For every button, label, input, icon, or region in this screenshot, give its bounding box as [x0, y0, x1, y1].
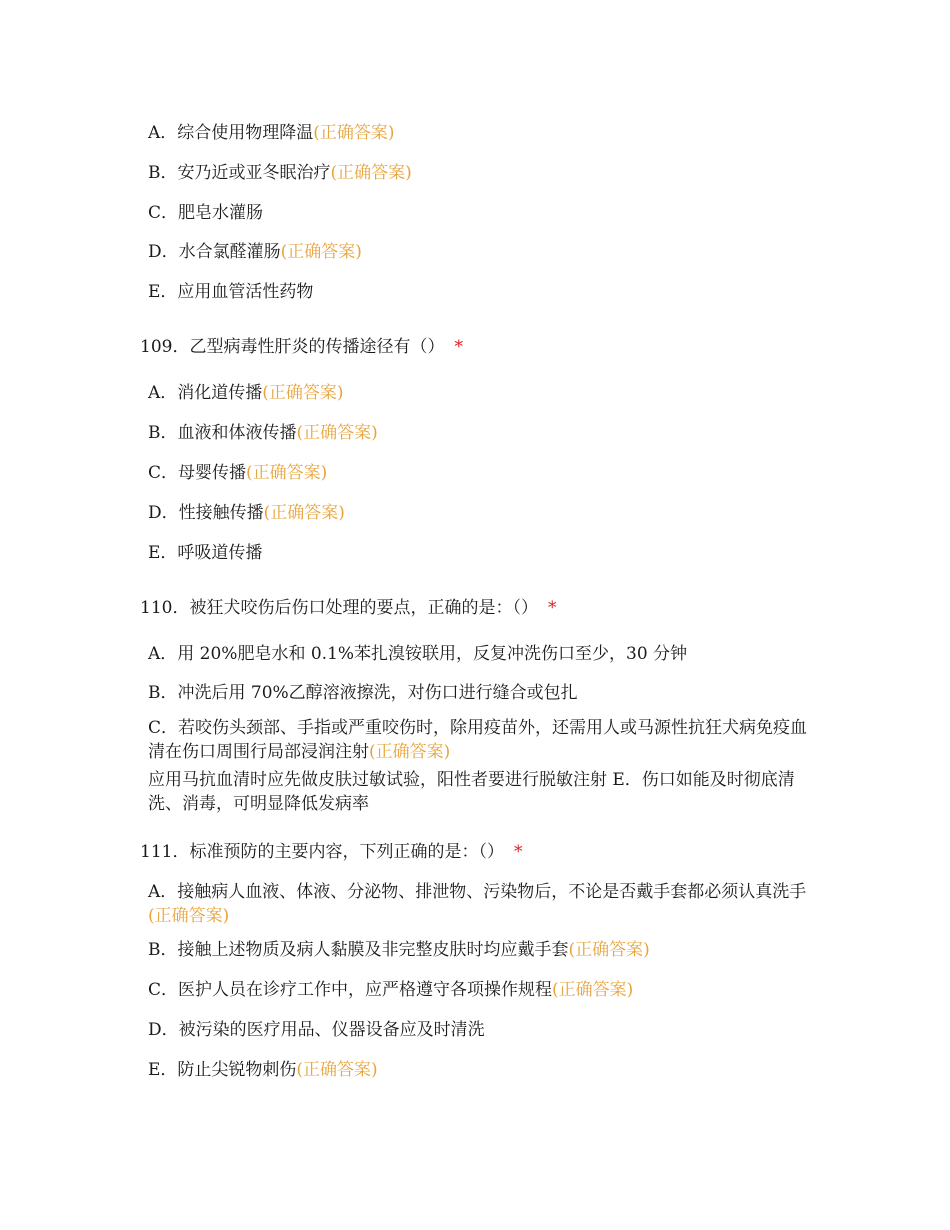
option-text: E．呼吸道传播: [148, 543, 263, 563]
question-text: 109．乙型病毒性肝炎的传播途径有（）: [140, 337, 445, 357]
option-text: D．性接触传播: [148, 503, 264, 523]
option-text: C．母婴传播: [148, 463, 247, 483]
correct-answer-mark: (正确答案): [246, 463, 328, 483]
option-text: A．综合使用物理降温: [148, 123, 314, 143]
option-text: E．应用血管活性药物: [148, 282, 314, 302]
option-text: B．血液和体液传播: [148, 423, 297, 443]
q110-option-c: [148, 716, 808, 764]
q108-option-c: [148, 201, 263, 225]
q109-option-a: [148, 381, 344, 405]
correct-answer-mark: (正确答案): [552, 980, 634, 1000]
q108-option-d: [148, 240, 362, 264]
correct-answer-mark: (正确答案): [263, 503, 345, 523]
q110-option-b: [148, 681, 578, 705]
option-text: A．用 20%肥皂水和 0.1%苯扎溴铵联用，反复冲洗伤口至少，30 分钟: [148, 644, 688, 664]
correct-answer-mark: (正确答案): [296, 1060, 378, 1080]
q111-option-a: [148, 880, 808, 928]
q111-option-b: [148, 938, 650, 962]
q109-option-b: [148, 421, 378, 445]
q108-option-a: [148, 121, 395, 145]
q109-option-d: [148, 501, 345, 525]
q111-title: [140, 840, 522, 864]
correct-answer-mark: (正确答案): [330, 163, 412, 183]
required-star: *: [547, 598, 557, 618]
option-text: A．接触病人血液、体液、分泌物、排泄物、污染物后，不论是否戴手套都必须认真洗手: [148, 882, 807, 902]
correct-answer-mark: (正确答案): [262, 383, 344, 403]
q110-title: [140, 596, 556, 620]
option-text: B．接触上述物质及病人黏膜及非完整皮肤时均应戴手套: [148, 940, 569, 960]
correct-answer-mark: (正确答案): [280, 242, 362, 262]
q109-title: [140, 335, 463, 359]
option-text: C．医护人员在诊疗工作中，应严格遵守各项操作规程: [148, 980, 553, 1000]
q111-option-e: [148, 1058, 378, 1082]
correct-answer-mark: (正确答案): [313, 123, 395, 143]
correct-answer-mark: (正确答案): [369, 742, 451, 762]
q111-option-d: [148, 1018, 485, 1042]
option-text: E．防止尖锐物刺伤: [148, 1060, 297, 1080]
option-text: 应用马抗血清时应先做皮肤过敏试验，阳性者要进行脱敏注射 E．伤口如能及时彻底清洗、消毒，可明显降低发病率: [148, 770, 795, 814]
q108-option-b: [148, 161, 412, 185]
q111-option-c: [148, 978, 633, 1002]
question-text: 111．标准预防的主要内容，下列正确的是：（）: [140, 842, 504, 862]
q110-option-a: [148, 642, 687, 666]
option-text: B．冲洗后用 70%乙醇溶液擦洗，对伤口进行缝合或包扎: [148, 683, 578, 703]
option-text: B．安乃近或亚冬眠治疗: [148, 163, 331, 183]
q109-option-e: [148, 541, 262, 565]
required-star: *: [454, 337, 463, 357]
required-star: *: [513, 842, 523, 862]
question-text: 110．被狂犬咬伤后伤口处理的要点，正确的是：（）: [140, 598, 538, 618]
q108-option-e: [148, 280, 313, 304]
correct-answer-mark: (正确答案): [296, 423, 378, 443]
option-text: C．肥皂水灌肠: [148, 203, 264, 223]
q109-option-c: [148, 461, 327, 485]
correct-answer-mark: (正确答案): [568, 940, 650, 960]
q110-option-e: [148, 768, 808, 816]
option-text: A．消化道传播: [148, 383, 263, 403]
correct-answer-mark: (正确答案): [148, 906, 230, 926]
option-text: D．水合氯醛灌肠: [148, 242, 281, 262]
option-text: D．被污染的医疗用品、仪器设备应及时清洗: [148, 1020, 485, 1040]
option-text: C．若咬伤头颈部、手指或严重咬伤时，除用疫苗外，还需用人或马源性抗狂犬病免疫血清在伤口周围行局部浸润注射: [148, 718, 808, 762]
